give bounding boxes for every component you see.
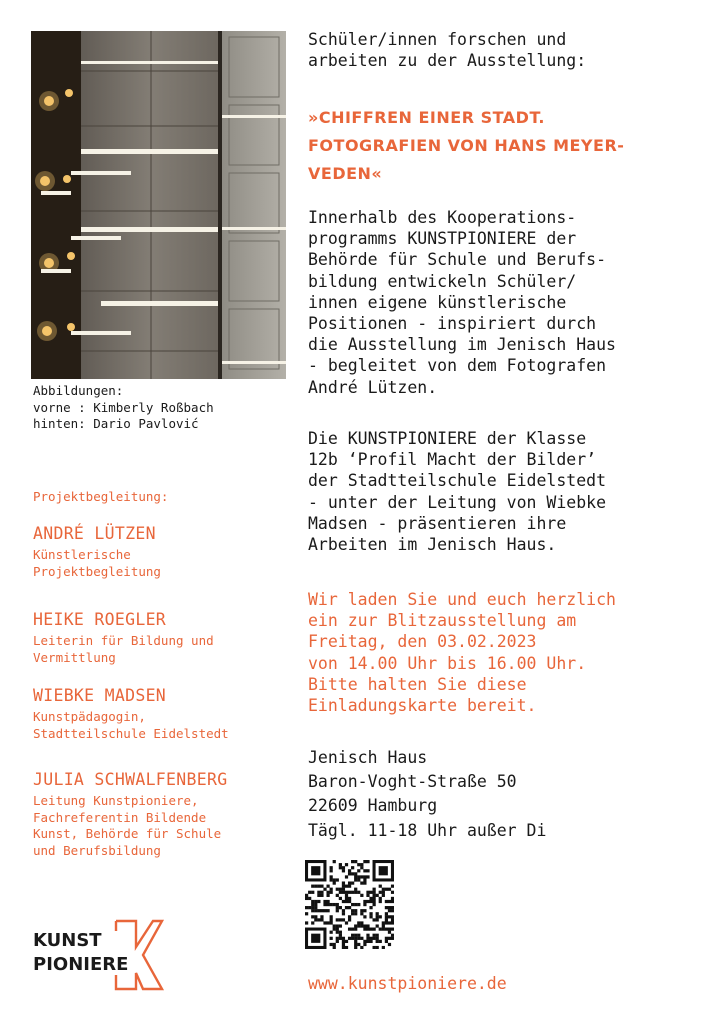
exhibition-title: »CHIFFREN EINER STADT. FOTOGRAFIEN VON HANS MEYER- VEDEN« <box>308 108 625 183</box>
person-name: WIEBKE MADSEN <box>33 686 167 705</box>
address-block: Jenisch Haus Baron-Voght-Straße 50 22609 Hamburg Tägl. 11-18 Uhr außer Di <box>308 748 547 840</box>
person-julia-schwalfenberg <box>33 770 227 859</box>
invitation-text: Wir laden Sie und euch herzlich ein zur Blitzausstellung am Freitag, den 03.02.2023 von 14.00 Uhr bis 16.00 Uhr. Bitte halten Sie diese Einladungskarte bereit. <box>308 590 616 716</box>
person-andre-luetzen <box>33 524 161 580</box>
paragraph-program: Innerhalb des Kooperations- programms KUNSTPIONIERE der Behörde für Schule und Berufs- bildung entwickeln Schüler/ innen eigene künstlerische Positionen - inspiriert durch die Ausstellung im Jenisch Haus - begleitet von dem Fotografen André Lützen. <box>308 208 616 397</box>
photo-caption: Abbildungen: vorne : Kimberly Roßbach hinten: Dario Pavlović <box>33 383 214 431</box>
person-role: Künstlerische Projektbegleitung <box>33 547 161 579</box>
person-heike-roegler <box>33 610 214 666</box>
person-role: Leitung Kunstpioniere, Fachreferentin Bildende Kunst, Behörde für Schule und Berufsbildung <box>33 793 222 858</box>
person-wiebke-madsen <box>33 686 229 742</box>
qr-code-icon[interactable] <box>305 860 394 949</box>
website-link[interactable]: www.kunstpioniere.de <box>308 974 507 993</box>
project-support-heading: Projektbegleitung: <box>33 489 169 504</box>
person-role: Kunstpädagogin, Stadtteilschule Eidelstedt <box>33 709 229 741</box>
paragraph-class: Die KUNSTPIONIERE der Klasse 12b ‘Profil Macht der Bilder’ der Stadtteilschule Eidelstedt - unter der Leitung von Wiebke Madsen - präsentieren ihre Arbeiten im Jenisch Haus. <box>308 429 607 555</box>
person-name: HEIKE ROEGLER <box>33 610 167 629</box>
intro-text: Schüler/innen forschen und arbeiten zu der Ausstellung: <box>308 30 587 70</box>
logo-line-2: PIONIERE <box>33 954 129 975</box>
person-name: JULIA SCHWALFENBERG <box>33 770 228 789</box>
person-role: Leiterin für Bildung und Vermittlung <box>33 633 214 665</box>
kunstpioniere-logo <box>31 917 165 993</box>
person-name: ANDRÉ LÜTZEN <box>33 524 156 543</box>
exhibition-photo <box>31 31 286 379</box>
logo-line-1: KUNST <box>33 930 102 951</box>
